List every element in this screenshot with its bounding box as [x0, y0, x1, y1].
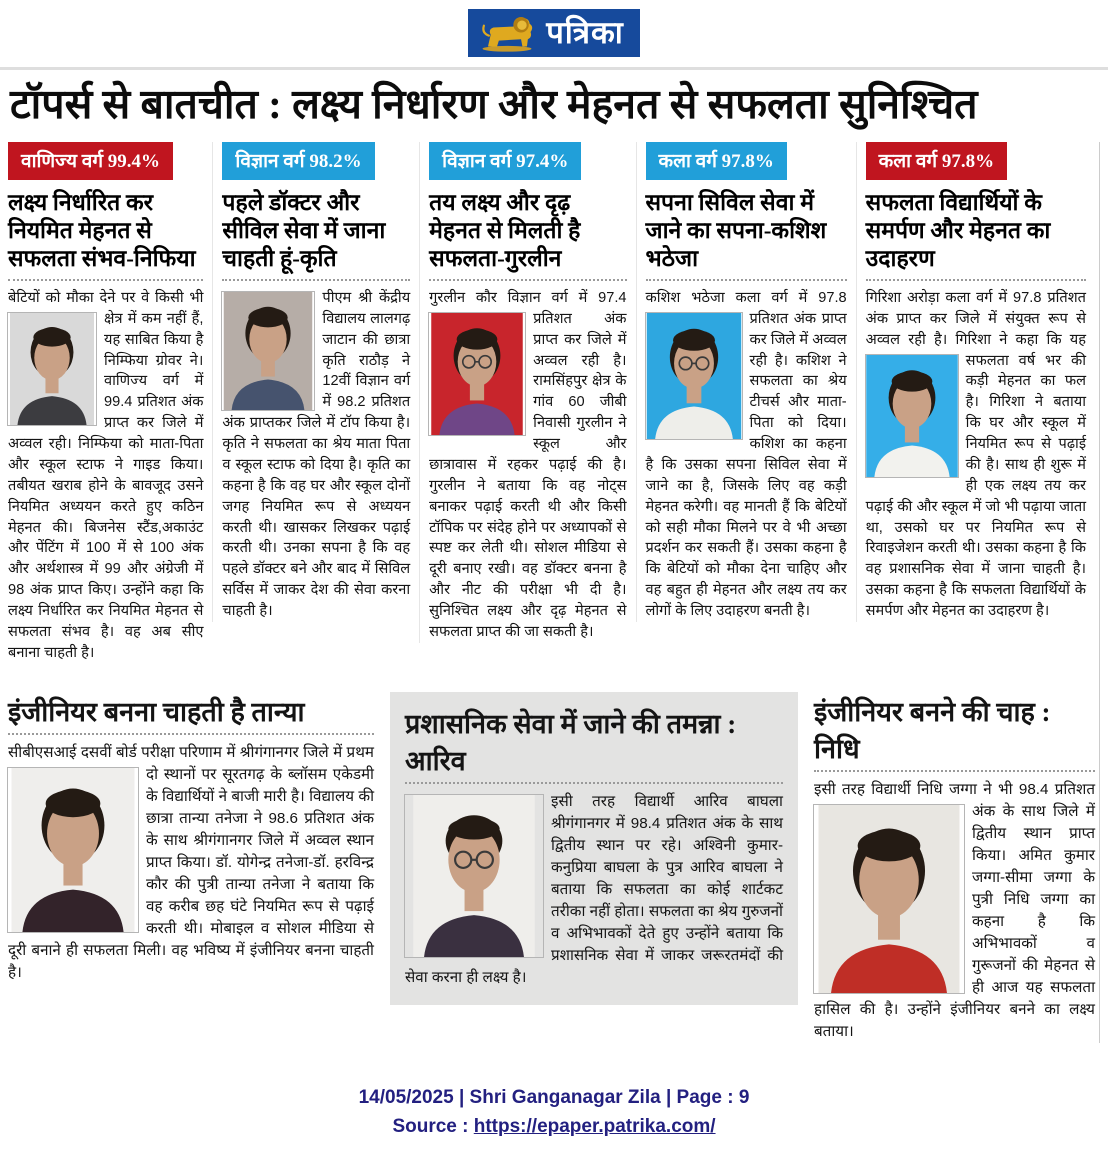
article-body — [646, 288, 847, 622]
article-body — [222, 288, 410, 622]
dotted-divider — [646, 279, 847, 281]
body-rest: प्रतिशत अंक प्राप्त कर जिले में अव्वल रही है। कशिश ने सफलता का श्रेय टीचर्स और माता-पिता को दिया। कशिश का कहना है कि उसका सपना सिविल सेवा में जाने का है, जिसके लिए वह कड़ी मेहनत करेगी। वह मानती हैं कि बेटियों को सही मौका मिलने पर वे भी अच्छा प्रदर्शन कर सकती हैं। उसका कहना है कि बेटियों को मौका देना चाहिए और वह बहुत ही मेहनत और लक्ष्य तय कर लोगों के लिए उदाहरण बनती है। — [645, 310, 847, 619]
body-rest: प्रतिशत अंक के साथ जिले में द्वितीय स्थान प्राप्त किया। अमित कुमार जग्गा-सीमा जग्गा के पुत्री निधि जग्गा का कहना है कि अभिभावकों व गुरूजनों की मेहनत से ही आज यह सफलता हासिल की है। उन्होंने इंजीनियर बनने का लक्ष्य बताया। — [814, 780, 1095, 1040]
student-photo-girisha — [866, 355, 958, 477]
body-rest: प्रतिशत अंक प्राप्त कर जिले में अव्वल रही है। रामसिंहपुर क्षेत्र के गांव 60 जीबी निवासी गुरलीन ने स्कूल और छात्रावास में रहकर पढ़ाई की है। गुरलीन ने बताया कि वह नोट्स बनाकर पढ़ाई करती थी और किसी टॉपिक पर संदेह होने पर अध्यापकों से स्पष्ट कर लेती थी। सोशल मीडिया से दूरी बनाए रखी। वह डॉक्टर बनना है और नीट की परीक्षा भी दी है। सुनिश्चित लक्ष्य और दृढ़ मेहनत से सफलता प्राप्त की जा सकती है। — [429, 310, 627, 640]
body-rest: कि यह सफलता वर्ष भर की कड़ी मेहनत का फल है। गिरिशा ने बताया कि घर और स्कूल में नियमित रूप से पढ़ाई की है। साथ ही शुरू में ही एक लक्ष्य तय कर पढ़ाई की और स्कूल में जो भी पढ़ाया जाता था, उसको घर पर नियमित रूप से रिवाइजेशन करती थी। उसका कहना है कि वह प्रशासनिक सेवा में जाना चाहती है। उसका कहना है कि सफलता विद्यार्थियों के समर्पण और मेहनत का उदाहरण है। — [865, 331, 1086, 619]
article-science-gurleen — [419, 142, 635, 643]
article-arts-kashish — [636, 142, 856, 622]
article-body — [814, 779, 1095, 1043]
body-lead: गिरिशा अरोड़ा कला वर्ग में 97.8 प्रतिशत अंक प्राप्त कर जिले में संयुक्त रूप से अव्वल रही है। गिरिशा ने कहा — [865, 290, 1086, 348]
dotted-divider — [405, 782, 783, 784]
body-rest: पीएम श्री केंद्रीय विद्यालय लालगढ़ जाटान की छात्रा कृति राठौड़ ने 12वीं विज्ञान वर्ग में 98.2 प्रतिशत अंक प्राप्तकर जिले में टॉप किया है। कृति ने सफलता का श्रेय माता पिता व स्कूल स्टाफ को दिया है। कृति का कहना है कि वह घर और स्कूल दोनों जगह नियमित रूप से अध्ययन करती थी। खासकर लिखकर पढ़ाई करती थी। उनका सपना है कि वह पहले डॉक्टर बने और बाद में सिविल सर्विस में जाकर देश की सेवा करना चाहती है। — [222, 290, 411, 619]
dotted-divider — [222, 279, 410, 281]
dotted-divider — [814, 770, 1095, 772]
article-title: इंजीनियर बनना चाहती है तान्या — [8, 696, 305, 727]
article-body — [405, 791, 783, 989]
student-photo-gurleen — [429, 313, 525, 435]
body-lead: गुरलीन कौर विज्ञान वर्ग में 97.4 — [429, 290, 627, 307]
body-lead: इसी तरह विद्यार्थी निधि जग्गा ने भी 98.4 — [814, 780, 1049, 798]
body-rest: इसी तरह विद्यार्थी आरिव बाघला श्रीगंगानगर में 98.4 प्रतिशत अंक के साथ द्वितीय स्थान पर रहे। अश्विनी कुमार-कनुप्रिया बाघला के पुत्र आरिव बाघला ने बताया कि सफलता का कोई शार्टकट तरीका नहीं होता। सफलता का श्रेय गुरुजनों व अभिभावकों देते हुए उन्होंने बताया कि प्रशासनिक सेवा में जाकर जरूरतमंदों की सेवा करना ही लक्ष्य है। — [405, 792, 783, 986]
lion-logo-icon — [478, 12, 536, 52]
masthead-divider — [0, 67, 1108, 70]
dotted-divider — [8, 733, 374, 735]
source-url-link[interactable]: https://epaper.patrika.com/ — [473, 1116, 716, 1138]
main-headline: टॉपर्स से बातचीत : लक्ष्य निर्धारण और मेहनत से सफलता सुनिश्चित — [10, 81, 978, 127]
student-photo-nimphiya — [8, 313, 96, 425]
bottom-articles — [8, 692, 1095, 1043]
article-commerce-nimphiya — [8, 142, 212, 664]
dotted-divider — [8, 279, 203, 281]
student-photo-nidhi — [814, 805, 964, 993]
article-tanya — [8, 692, 374, 984]
dotted-divider — [866, 279, 1086, 281]
page-footer — [8, 1083, 1100, 1142]
footer-source-line — [8, 1112, 1100, 1141]
article-subtitle: सफलता विद्यार्थियों के समर्पण और मेहनत का उदाहरण — [865, 189, 1051, 271]
article-body — [8, 288, 203, 663]
category-badge: विज्ञान वर्ग 98.2% — [222, 142, 374, 180]
masthead — [8, 4, 1100, 65]
dotted-divider — [429, 279, 626, 281]
student-photo-aariv — [405, 795, 543, 957]
article-body — [8, 742, 374, 984]
body-lead: सीबीएसआई दसवीं बोर्ड परीक्षा परिणाम में श्रीगंगानगर जिले — [8, 743, 329, 761]
body-lead: बेटियों को मौका देने पर वे किसी भी — [8, 290, 204, 307]
student-photo-kashish — [646, 313, 742, 439]
category-badge: कला वर्ग 97.8% — [646, 142, 787, 180]
category-badge: विज्ञान वर्ग 97.4% — [429, 142, 581, 180]
article-body — [866, 288, 1086, 622]
body-lead: कशिश भठेजा कला वर्ग में 97.8 — [645, 290, 847, 307]
masthead-title: पत्रिका — [546, 15, 624, 50]
student-photo-kriti — [222, 292, 314, 410]
article-arts-girisha — [856, 142, 1095, 622]
topper-columns — [8, 142, 1095, 664]
footer-citation: 14/05/2025 | Shri Ganganagar Zila | Page : 9 — [358, 1086, 750, 1108]
article-nidhi — [814, 692, 1095, 1043]
body-rest: में प्रथम दो स्थानों पर सूरतगढ़ के ब्लॉसम एकेडमी के विद्यार्थियों ने बाजी मारी है। विद्यालय की छात्रा तान्या तनेजा ने 98.6 प्रतिशत अंक के साथ श्रीगंगानगर जिले में अव्वल स्थान प्राप्त किया। डॉ. योगेन्द्र तनेजा-डॉ. हरविन्द्र कौर की पुत्री तान्या तनेजा ने बताया कि वह करीब छह घंटे नियमित रूप से पढ़ाई करती थी। मोबाइल व सोशल मीडिया से दूरी बनाने ही सफलता मिली। वह भविष्य में इंजीनियर बनना चाहती है। — [8, 743, 374, 981]
article-aariv — [390, 692, 798, 1005]
body-rest: क्षेत्र में कम नहीं हैं, यह साबित किया है निम्फिया ग्रोवर ने। वाणिज्य वर्ग में 99.4 प्रतिशत अंक प्राप्त कर जिले में अव्वल रही। निम्फिया को माता-पिता और स्कूल स्टाफ ने गाइड किया। तबीयत खराब होने के बावजूद उसने नियमित अध्ययन करते हुए कठिन मेहनत की। बिजनेस स्टैंड,अकाउंट और पेंटिंग में 100 में से 100 अंक और अर्थशास्त्र में 99 और अंग्रेजी में 98 अंक प्राप्त किए। उन्होंने कहा कि लक्ष्य निर्धारित कर नियमित मेहनत से सफलता संभव है। वह अब सीए बनाना चाहती है। — [8, 310, 204, 661]
category-badge: वाणिज्य वर्ग 99.4% — [8, 142, 173, 180]
article-science-kriti — [212, 142, 419, 622]
source-label: Source : — [392, 1116, 474, 1138]
article-body — [429, 288, 626, 643]
articles-area — [8, 142, 1100, 1043]
article-subtitle: तय लक्ष्य और दृढ़ मेहनत से मिलती है सफलता-गुरलीन — [429, 189, 581, 271]
category-badge: कला वर्ग 97.8% — [866, 142, 1007, 180]
article-subtitle: पहले डॉक्टर और सीविल सेवा में जाना चाहती हूं-कृति — [222, 189, 386, 271]
patrika-logo — [468, 9, 640, 57]
article-subtitle: सपना सिविल सेवा में जाने का सपना-कशिश भठेजा — [645, 189, 827, 271]
article-subtitle: लक्ष्य निर्धारित कर नियमित मेहनत से सफलता संभव-निफिया — [8, 189, 196, 271]
student-photo-tanya — [8, 768, 138, 932]
article-title: इंजीनियर बनने की चाह : निधि — [814, 696, 1051, 764]
article-title: प्रशासनिक सेवा में जाने की तमन्ना : आरिव — [405, 708, 737, 776]
